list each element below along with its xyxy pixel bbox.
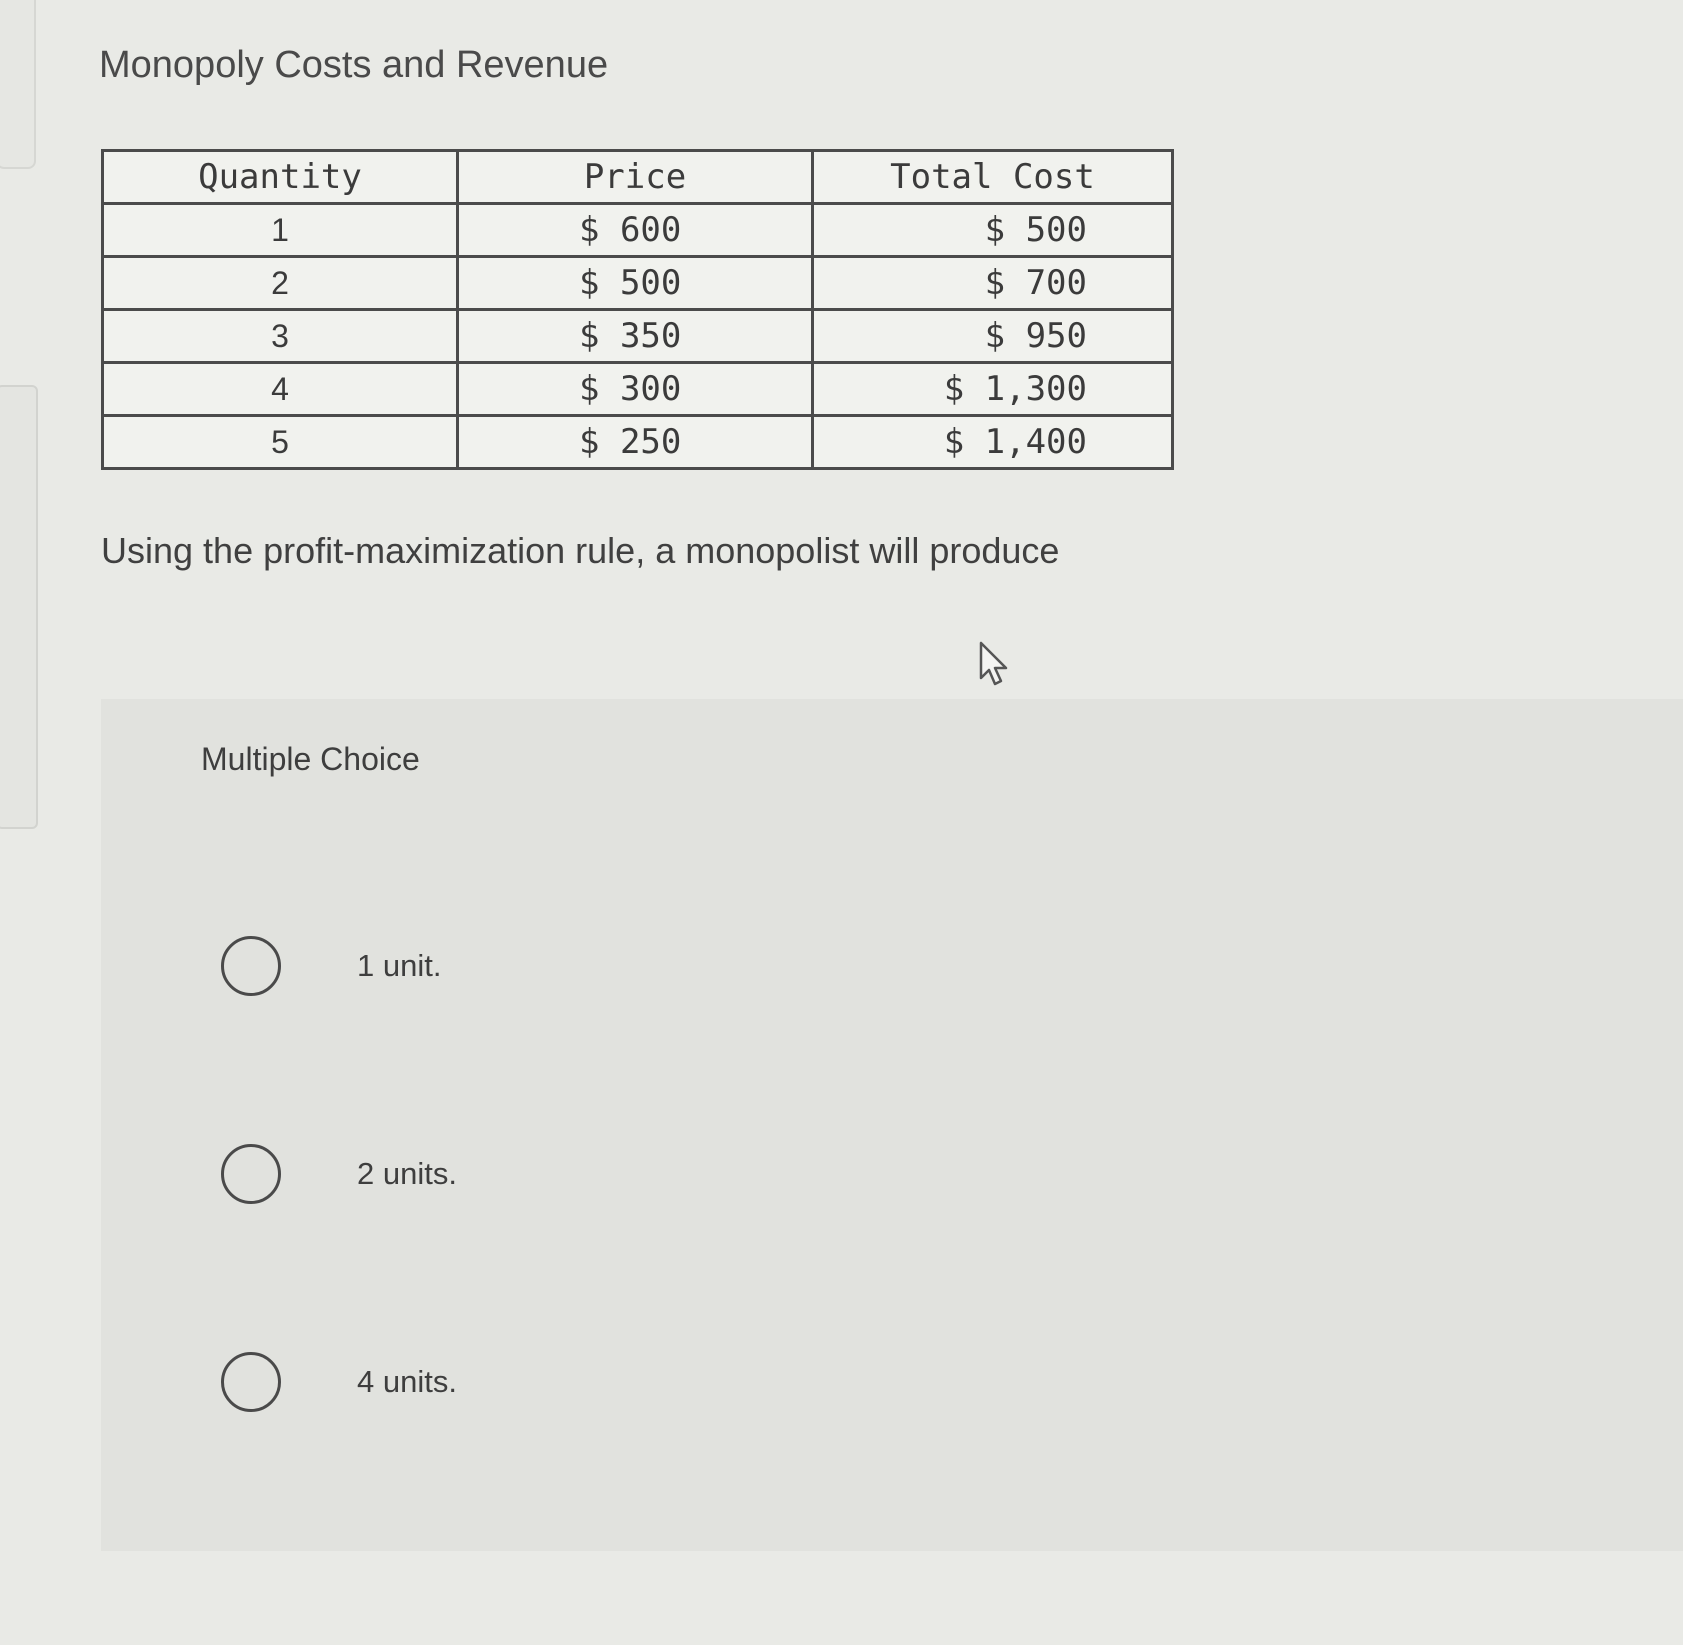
total-cost-cell: $ 950: [813, 310, 1173, 363]
monopoly-data-table: [101, 149, 1174, 470]
table-row: [103, 363, 1173, 416]
multiple-choice-heading: Multiple Choice: [201, 741, 420, 777]
answer-option-4-units[interactable]: [221, 1352, 821, 1418]
answer-option-label[interactable]: 2 units.: [357, 1156, 457, 1191]
price-cell: $ 300: [458, 363, 813, 416]
price-cell: $ 500: [458, 257, 813, 310]
total-cost-cell: $ 1,300: [813, 363, 1173, 416]
table-row: [103, 310, 1173, 363]
price-cell: $ 600: [458, 204, 813, 257]
column-header-total-cost: Total Cost: [813, 151, 1173, 204]
radio-button[interactable]: [221, 1144, 281, 1204]
answer-option-2-units[interactable]: [221, 1144, 821, 1210]
table-row: [103, 257, 1173, 310]
total-cost-cell: $ 500: [813, 204, 1173, 257]
column-header-price: Price: [458, 151, 813, 204]
quantity-cell: 4: [103, 363, 458, 416]
radio-button[interactable]: [221, 936, 281, 996]
table-header-row: [103, 151, 1173, 204]
multiple-choice-panel: [101, 699, 1683, 1551]
answer-option-1-unit[interactable]: [221, 936, 821, 1002]
table-row: [103, 204, 1173, 257]
answer-option-label[interactable]: 1 unit.: [357, 948, 442, 983]
left-panel-edge-top: [0, 0, 36, 169]
page-title: Monopoly Costs and Revenue: [99, 44, 609, 86]
column-header-quantity: Quantity: [103, 151, 458, 204]
mouse-pointer-icon: [978, 640, 1012, 688]
total-cost-cell: $ 700: [813, 257, 1173, 310]
question-prompt: Using the profit-maximization rule, a monopolist will produce: [101, 530, 1060, 571]
answer-option-label[interactable]: 4 units.: [357, 1364, 457, 1399]
table-row: [103, 416, 1173, 469]
price-cell: $ 250: [458, 416, 813, 469]
left-panel-edge: [0, 385, 38, 829]
quantity-cell: 3: [103, 310, 458, 363]
total-cost-cell: $ 1,400: [813, 416, 1173, 469]
quantity-cell: 2: [103, 257, 458, 310]
price-cell: $ 350: [458, 310, 813, 363]
quantity-cell: 1: [103, 204, 458, 257]
quantity-cell: 5: [103, 416, 458, 469]
radio-button[interactable]: [221, 1352, 281, 1412]
